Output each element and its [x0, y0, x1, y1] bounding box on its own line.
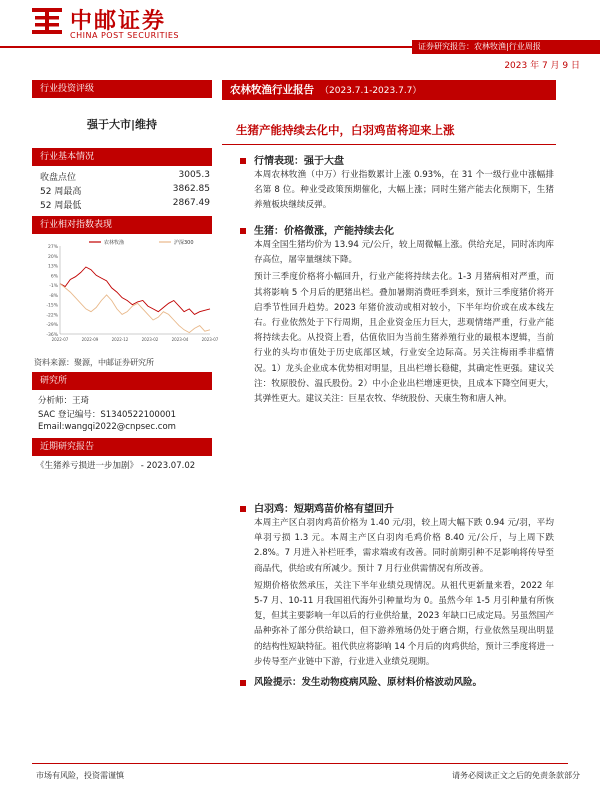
- paragraph: 短期价格依然承压，关注下半年业绩兑现情况。从祖代更新量来看，2022 年 5-7 月、10-11 月我国祖代海外引种量均为 0。虽然今年 1-5 月引种量有所恢复，但其主要影响一年以后的行业供给量，2023 年缺口已成定局。另虽然国产品种弥补了部分供给缺口，但下游养殖场仍处于磨合期，行业依然呈现出明显的结构性短缺特征。祖代供应将影响 14 个月后的肉鸡供给，预计三季度将进一步传导至产业链中下游，行业进入业绩兑现期。: [254, 580, 554, 667]
- x-tick-label: 2022-12: [111, 337, 129, 342]
- section-heading: 生猪：价格微涨，产能持续去化: [240, 222, 394, 237]
- report-date: 2023 年 7 月 9 日: [504, 61, 580, 71]
- page-title: 生猪产能持续去化中，白羽鸡苗将迎来上涨: [236, 123, 455, 137]
- stat-value: 3862.85: [172, 184, 210, 194]
- china-post-logo-icon: [32, 6, 62, 36]
- section-heading: 白羽鸡：短期鸡苗价格有望回升: [240, 500, 394, 515]
- series-line: [60, 267, 210, 314]
- basics-header: 行业基本情况: [32, 148, 212, 166]
- stat-row: [40, 198, 210, 211]
- legend-label: 沪深300: [174, 240, 194, 246]
- banner-range: （2023.7.1-2023.7.7）: [320, 86, 422, 96]
- y-tick-label: 6%: [50, 274, 58, 280]
- x-tick-label: 2022-09: [81, 337, 99, 342]
- x-tick-label: 2023-02: [141, 337, 159, 342]
- related-header: 近期研究报告: [32, 438, 212, 456]
- y-tick-label: -8%: [49, 293, 58, 299]
- logo-text-cn: 中邮证券: [70, 8, 167, 34]
- footer-disclaimer: 请务必阅读正文之后的免责条款部分: [452, 771, 580, 780]
- stat-label: 收盘点位: [40, 173, 77, 183]
- analyst-name: 分析师：王琦: [38, 396, 90, 406]
- x-tick-label: 2023-07: [201, 337, 219, 342]
- section-body: [254, 516, 554, 670]
- paragraph: 本周农林牧渔（中万）行业指数累计上涨 0.93%，在 31 个一级行业中涨幅排名第 8 位。种业受政策预期催化，大幅上涨；同时生猪产能去化预期下，生猪养殖板块继续反弹。: [254, 170, 554, 211]
- y-tick-label: -1%: [49, 284, 58, 290]
- x-tick-label: 2022-07: [51, 337, 69, 342]
- section-heading: 行情表现：强于大盘: [240, 152, 344, 167]
- industry-rating: 强于大市|维持: [86, 118, 158, 131]
- relative-index-chart: [34, 236, 219, 346]
- stat-value: 3005.3: [178, 170, 210, 180]
- stat-row: [40, 184, 210, 197]
- breadcrumb: 证券研究报告：农林牧渔|行业周报: [412, 40, 600, 54]
- y-tick-label: 27%: [47, 245, 58, 250]
- footer-rule: [32, 763, 568, 764]
- stat-label: 52 周最低: [40, 201, 82, 211]
- analyst-sac: SAC 登记编号：S1340522100001: [38, 410, 177, 420]
- risk-warning: 风险提示：发生动物疫病风险、原材料价格波动风险。: [240, 674, 482, 688]
- rating-header: 行业投资评级: [32, 80, 212, 98]
- section-body: [254, 168, 554, 214]
- stat-row: [40, 170, 210, 183]
- footer-risk-note: 市场有风险，投资需谨慎: [36, 771, 124, 780]
- y-tick-label: -15%: [46, 303, 58, 309]
- chart-header: 行业相对指数表现: [32, 216, 212, 234]
- stat-value: 2867.49: [172, 198, 210, 208]
- stat-label: 52 周最高: [40, 187, 82, 197]
- bullet-square-icon: [240, 228, 246, 234]
- y-tick-label: -29%: [46, 323, 58, 329]
- y-tick-label: -36%: [46, 333, 58, 338]
- chart-source: 资料来源：聚源，中邮证券研究所: [34, 358, 154, 367]
- header-rule: [0, 46, 412, 48]
- paragraph: 本周主产区白羽肉鸡苗价格为 1.40 元/羽，较上周大幅下跌 0.94 元/羽，平均单羽亏损 1.3 元。本周主产区白羽肉毛鸡价格 8.40 元/公斤，与上周下跌 2.8%。7 月进入补栏旺季，需求端或有改善。同时前期引种不足影响将传导至商品代，供给或有所减少。预计 7 月行业供需情况有所改善。: [254, 518, 554, 574]
- banner-title: 农林牧渔行业报告: [230, 84, 314, 96]
- paragraph: 本周全国生猪均价为 13.94 元/公斤，较上周微幅上涨。供给充足，同时冻肉库存高位，屠宰量继续下降。: [254, 240, 554, 266]
- analyst-email[interactable]: Email:wangqi2022@cnpsec.com: [38, 422, 176, 432]
- logo-text-en: CHINA POST SECURITIES: [70, 31, 179, 40]
- x-tick-label: 2023-04: [171, 337, 189, 342]
- report-banner: [222, 80, 556, 100]
- legend-label: 农林牧渔: [104, 240, 125, 246]
- y-tick-label: 13%: [47, 264, 58, 270]
- related-report-link[interactable]: 《生猪养亏损进一步加剧》 - 2023.07.02: [36, 461, 196, 471]
- y-tick-label: -22%: [46, 313, 58, 319]
- title-rule: [222, 144, 556, 145]
- paragraph: 预计三季度价格将小幅回升，行业产能将持续去化。1-3 月猪病相对严重，而其将影响 5 个月后的肥猪出栏。叠加暑期消费旺季到来，预计三季度猪价将开启季节性回升趋势。2023 年猪价波动或相对较小，下半年均价或在成本线左右。行业依然处于下行周期，且企业资金压力巨大，悲观情绪严重，行业产能将持续去化。从投资上看，估值依旧为当前生猪养殖行业的最根本逻辑，当前行业的头均市值处于历史底部区域，行业安全边际高。另关注梅雨季非瘟情况。1）龙头企业成本优势相对明显，且出栏增长稳健，其确定性更强。建议关注：牧原股份、温氏股份。2）中小企业出栏增速更快，且成本下降空间更大，其弹性更大。建议关注：巨星农牧、华统股份、天康生物和唐人神。: [254, 272, 554, 405]
- section-body: [254, 238, 554, 407]
- research-header: 研究所: [32, 372, 212, 390]
- series-line: [60, 284, 210, 333]
- bullet-square-icon: [240, 680, 246, 686]
- bullet-square-icon: [240, 506, 246, 512]
- y-tick-label: 20%: [47, 254, 58, 260]
- bullet-square-icon: [240, 158, 246, 164]
